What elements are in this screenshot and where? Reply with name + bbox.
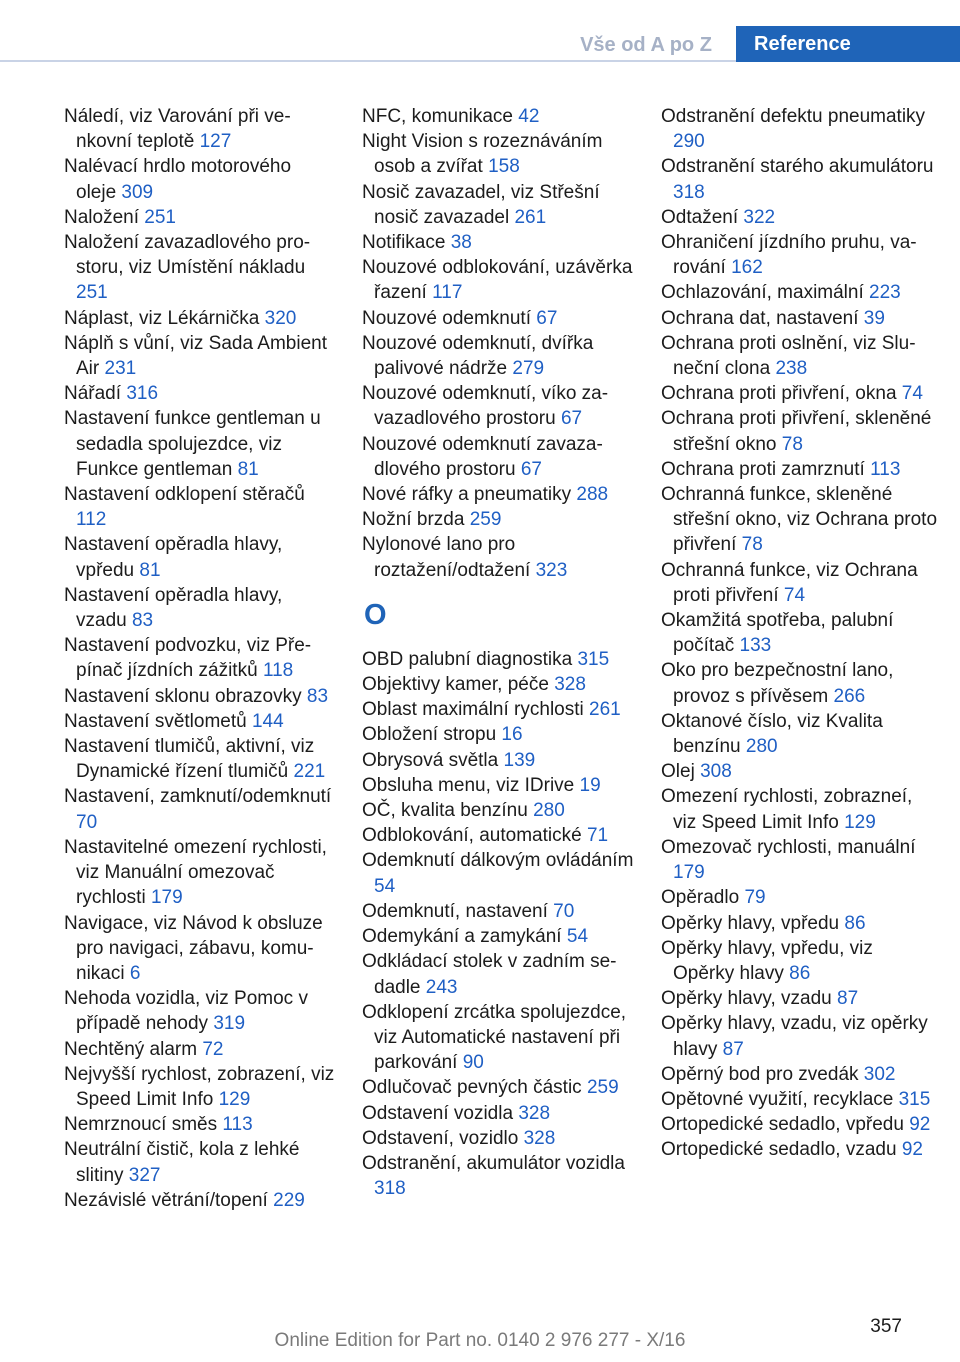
index-entry-text: Naložení zavazadlového prostoru, viz Umístění nákladu	[64, 232, 311, 279]
page-reference-link[interactable]: 231	[104, 358, 137, 380]
index-entry-text: Nastavení funkce gentleman u sedadla spolujezdce, viz Funkce gentleman	[64, 408, 321, 480]
index-entry-text: Omezení rychlosti, zobrazneí, viz Speed Limit Info	[661, 786, 913, 833]
index-entry-text: Nastavení, zamknutí/odemknutí	[64, 786, 332, 808]
page-reference-link[interactable]: 127	[199, 131, 232, 153]
page-reference-link[interactable]: 316	[126, 383, 159, 405]
index-entry	[362, 532, 636, 582]
page-reference-link[interactable]: 243	[425, 976, 458, 998]
index-entry-text: Opěradlo	[661, 887, 745, 909]
page-reference-link[interactable]: 280	[533, 800, 565, 822]
index-entry-text: Nožní brzda	[362, 509, 470, 531]
index-entry	[661, 205, 939, 230]
index-entry-text: Olej	[661, 761, 701, 783]
page-reference-link[interactable]: 133	[739, 635, 772, 657]
page-reference-link[interactable]: 90	[462, 1052, 484, 1074]
index-entry	[362, 331, 636, 381]
index-entry	[661, 306, 939, 331]
index-entry-text: OBD palubní diagnostika	[362, 648, 578, 670]
index-entry	[362, 1000, 636, 1076]
footer-edition: Online Edition for Part no. 0140 2 976 277 - X/16	[274, 1330, 686, 1351]
page-reference-link[interactable]: 87	[722, 1038, 744, 1060]
page-reference-link[interactable]: 162	[731, 257, 763, 279]
index-entry	[661, 154, 939, 204]
index-entry-text: Nouzové odblokování, uzávěrka řazení	[362, 257, 633, 304]
page-reference-link[interactable]: 16	[501, 724, 523, 746]
index-entry	[64, 709, 336, 734]
index-entry-text: Nouzové odemknutí, víko zavazadlového prostoru	[362, 383, 609, 430]
index-entry-text: Omezovač rychlosti, manuální	[661, 836, 916, 858]
index-entry-text: OČ, kvalita benzínu	[362, 800, 534, 822]
page-reference-link[interactable]: 67	[520, 458, 542, 480]
index-entry	[661, 1137, 939, 1162]
page-reference-link[interactable]: 86	[789, 962, 811, 984]
page-reference-link[interactable]: 251	[144, 206, 176, 228]
page-reference-link[interactable]: 78	[741, 534, 763, 556]
index-entry-text: Náledí, viz Varování při venkovní teplotě	[64, 106, 291, 153]
index-entry	[64, 104, 336, 154]
index-entry	[64, 331, 336, 381]
page-reference-link[interactable]: 81	[237, 458, 259, 480]
index-entry-text: Nové ráfky a pneumatiky	[362, 484, 577, 506]
index-entry-text: Nalévací hrdlo motorového oleje	[64, 156, 292, 203]
index-entry	[362, 823, 636, 848]
index-entry-text: Oblast maximální rychlosti	[362, 699, 590, 721]
index-entry-text: Nastavení odklopení stěračů	[64, 484, 305, 506]
page-reference-link[interactable]: 129	[844, 811, 876, 833]
index-entry	[64, 1062, 336, 1112]
index-entry-text: Nejvyšší rychlost, zobrazení, viz Speed Limit Info	[64, 1063, 335, 1110]
index-entry	[362, 482, 636, 507]
index-entry	[64, 306, 336, 331]
index-entry	[64, 1188, 336, 1213]
index-entry-text: Odkládací stolek v zadním sedadle	[362, 951, 617, 998]
index-entry	[362, 647, 636, 672]
index-entry	[661, 558, 939, 608]
index-entry-text: Opěrný bod pro zvedák	[661, 1063, 864, 1085]
index-entry-text: Obložení stropu	[362, 724, 502, 746]
index-entry	[64, 1112, 336, 1137]
index-entry-text: Notifikace	[362, 232, 451, 254]
page-reference-link[interactable]: 259	[586, 1077, 619, 1099]
index-entry	[661, 280, 939, 305]
index-entry	[64, 583, 336, 633]
index-entry-text: NFC, komunikace	[362, 106, 519, 127]
page-reference-link[interactable]: 328	[518, 1102, 551, 1124]
index-entry-text: Opětovné využití, recyklace	[661, 1088, 899, 1110]
page-reference-link[interactable]: 320	[264, 307, 297, 329]
index-entry	[661, 608, 939, 658]
index-entry-text: Odstavení vozidla	[362, 1102, 519, 1124]
index-entry	[661, 230, 939, 280]
page-reference-link[interactable]: 92	[901, 1139, 923, 1161]
index-entry-text: Ohraničení jízdního pruhu, varování	[661, 232, 917, 279]
page-reference-link[interactable]: 79	[744, 887, 766, 909]
index-entry-text: Nouzové odemknutí zavazadlového prostoru	[362, 433, 603, 480]
index-entry-text: Odlučovač pevných částic	[362, 1077, 587, 1099]
index-entry	[362, 848, 636, 898]
page-reference-link[interactable]: 87	[837, 988, 859, 1010]
page-reference-link[interactable]: 71	[586, 825, 609, 847]
page-reference-link[interactable]: 72	[202, 1038, 224, 1060]
page-reference-link[interactable]: 328	[523, 1127, 556, 1149]
index-entry-text: Ochrana proti přivření, okna	[661, 383, 902, 405]
page-reference-link[interactable]: 223	[869, 282, 901, 304]
index-entry-text: Nechtěný alarm	[64, 1038, 203, 1060]
index-entry	[64, 633, 336, 683]
index-entry-text: Opěrky hlavy, vzadu, viz opěrky hlavy	[661, 1013, 928, 1060]
page-reference-link[interactable]: 144	[251, 710, 284, 732]
index-entry-text: Nastavení podvozku, viz Přepínač jízdních zážitků	[64, 635, 312, 682]
index-entry-text: Nastavení opěradla hlavy, vzadu	[64, 584, 283, 632]
index-entry	[661, 759, 939, 784]
index-entry	[362, 381, 636, 431]
index-entry	[64, 684, 336, 709]
index-entry	[362, 507, 636, 532]
index-entry	[362, 1075, 636, 1100]
index-entry	[64, 154, 336, 204]
page-reference-link[interactable]: 74	[783, 584, 806, 606]
index-entry	[64, 406, 336, 482]
index-entry-text: Objektivy kamer, péče	[362, 674, 555, 696]
page-reference-link[interactable]: 319	[213, 1013, 246, 1035]
index-entry	[661, 104, 939, 154]
index-entry-text: Obrysová světla	[362, 749, 504, 771]
index-entry	[362, 104, 636, 129]
index-entry-text: Odblokování, automatické	[362, 825, 587, 847]
index-entry	[362, 748, 636, 773]
index-entry	[362, 1151, 636, 1201]
page-reference-link[interactable]: 179	[673, 862, 705, 884]
page-reference-link[interactable]: 229	[273, 1189, 305, 1211]
index-entry	[661, 331, 939, 381]
index-entry-text: Obsluha menu, viz IDrive	[362, 774, 580, 796]
index-column-2	[362, 104, 636, 1201]
page-reference-link[interactable]: 238	[775, 358, 808, 380]
page-reference-link[interactable]: 112	[76, 509, 107, 531]
page-reference-link[interactable]: 117	[432, 282, 463, 304]
page-reference-link[interactable]: 322	[743, 206, 776, 228]
index-entry	[362, 1126, 636, 1151]
page-reference-link[interactable]: 83	[306, 685, 329, 707]
index-entry	[661, 835, 939, 885]
index-entry	[64, 986, 336, 1036]
index-entry	[362, 672, 636, 697]
page-reference-link[interactable]: 92	[909, 1114, 931, 1136]
index-letter-heading: O	[364, 598, 387, 631]
index-entry	[362, 798, 636, 823]
index-entry-text: Odemknutí, nastavení	[362, 900, 554, 922]
page-reference-link[interactable]: 139	[503, 749, 536, 771]
index-entry	[64, 381, 336, 406]
page-reference-link[interactable]: 280	[745, 736, 778, 758]
index-entry	[64, 1137, 336, 1187]
page-reference-link[interactable]: 261	[589, 699, 621, 721]
page-reference-link[interactable]: 70	[553, 900, 575, 922]
index-entry	[661, 1011, 939, 1061]
page-reference-link[interactable]: 261	[514, 206, 547, 228]
page-reference-link[interactable]: 118	[262, 660, 294, 682]
page-reference-link[interactable]: 54	[566, 926, 589, 948]
index-entry-text: Nouzové odemknutí, dvířka palivové nádrže	[362, 332, 594, 380]
page-reference-link[interactable]: 67	[536, 307, 558, 329]
index-entry	[362, 722, 636, 747]
index-entry	[362, 949, 636, 999]
index-entry-text: Ochrana proti přivření, skleněné střešní okno	[661, 408, 932, 455]
index-entry-text: Nářadí	[64, 383, 127, 405]
index-entry	[661, 885, 939, 910]
index-entry	[661, 406, 939, 456]
index-entry	[362, 697, 636, 722]
index-entry	[362, 899, 636, 924]
index-entry-text: Odstranění defektu pneumatiky	[661, 106, 926, 127]
page-reference-link[interactable]: 86	[844, 912, 866, 934]
index-entry	[64, 205, 336, 230]
page-reference-link[interactable]: 70	[76, 811, 98, 833]
index-entry-text: Opěrky hlavy, vpředu	[661, 912, 845, 934]
index-entry-text: Nosič zavazadel, viz Střešní nosič zavazadel	[362, 181, 600, 228]
index-entry-text: Odstranění, akumulátor vozidla	[362, 1152, 625, 1174]
page-reference-link[interactable]: 81	[139, 559, 161, 581]
index-entry-text: Ochrana dat, nastavení	[661, 307, 864, 329]
index-entry-text: Opěrky hlavy, vzadu	[661, 988, 838, 1010]
page-reference-link[interactable]: 302	[863, 1063, 896, 1085]
index-entry	[362, 180, 636, 230]
index-entry	[64, 784, 336, 834]
page-reference-link[interactable]: 318	[374, 1178, 406, 1200]
index-entry-text: Nehoda vozidla, viz Pomoc v případě nehody	[64, 988, 308, 1035]
page-reference-link[interactable]: 74	[901, 383, 923, 405]
index-entry	[661, 709, 939, 759]
page-reference-link[interactable]: 19	[579, 774, 601, 796]
index-entry	[64, 734, 336, 784]
page-reference-link[interactable]: 323	[535, 559, 568, 581]
page-reference-link[interactable]: 113	[870, 458, 901, 480]
page-reference-link[interactable]: 67	[560, 408, 583, 430]
index-entry-text: Nastavení sklonu obrazovky	[64, 685, 307, 707]
index-entry	[661, 381, 939, 406]
index-entry-text: Ochranná funkce, viz Ochrana proti přivření	[661, 559, 918, 606]
index-entry	[362, 306, 636, 331]
index-entry	[661, 1112, 939, 1137]
index-entry	[362, 432, 636, 482]
page-reference-link[interactable]: 259	[469, 509, 502, 531]
index-entry-text: Nouzové odemknutí	[362, 307, 537, 329]
page-reference-link[interactable]: 279	[512, 358, 545, 380]
index-entry	[661, 482, 939, 558]
page-reference-link[interactable]: 42	[518, 106, 540, 127]
index-entry	[64, 911, 336, 987]
index-entry-text: Náplň s vůní, viz Sada Ambient Air	[64, 332, 327, 380]
index-entry-text: Ochrana proti zamrznutí	[661, 458, 871, 480]
index-entry	[661, 986, 939, 1011]
index-entry-text: Náplast, viz Lékárnička	[64, 307, 265, 329]
page-reference-link[interactable]: 39	[863, 307, 885, 329]
index-entry	[64, 532, 336, 582]
page-reference-link[interactable]: 308	[700, 761, 732, 783]
index-entry	[362, 230, 636, 255]
index-entry-text: Nastavitelné omezení rychlosti, viz Manuální omezovač rychlosti	[64, 836, 327, 909]
page-reference-link[interactable]: 266	[833, 685, 866, 707]
index-entry-text: Ochlazování, maximální	[661, 282, 870, 304]
index-entry	[661, 1087, 939, 1112]
index-entry-text: Odstranění starého akumulátoru	[661, 156, 934, 178]
page-reference-link[interactable]: 54	[374, 875, 396, 897]
index-entry-text: Nylonové lano pro roztažení/odtažení	[362, 534, 536, 581]
page-reference-link[interactable]: 309	[121, 181, 154, 203]
page-number: 357	[870, 1316, 902, 1337]
index-entry-text: Navigace, viz Návod k obsluze pro navigaci, zábavu, komunikaci	[64, 912, 323, 984]
index-entry	[64, 230, 336, 306]
index-entry-text: Naložení	[64, 206, 145, 228]
index-entry	[661, 784, 939, 834]
page-reference-link[interactable]: 327	[128, 1164, 161, 1186]
index-entry-text: Nezávislé větrání/topení	[64, 1189, 274, 1211]
index-entry-text: Odstavení, vozidlo	[362, 1127, 524, 1149]
index-entry-text: Ortopedické sedadlo, vpředu	[661, 1114, 910, 1136]
page-reference-link[interactable]: 328	[554, 674, 586, 696]
page-reference-link[interactable]: 179	[150, 887, 183, 909]
index-entry	[362, 773, 636, 798]
page-reference-link[interactable]: 315	[898, 1088, 931, 1110]
page-reference-link[interactable]: 221	[293, 761, 326, 783]
index-entry-text: Night Vision s rozeznáváním osob a zvířat	[362, 131, 603, 178]
index-entry-text: Opěrky hlavy, vpředu, viz Opěrky hlavy	[661, 937, 873, 984]
page-reference-link[interactable]: 129	[218, 1088, 251, 1110]
index-entry-text: Odtažení	[661, 206, 744, 228]
index-entry-text: Nemrznoucí směs	[64, 1114, 223, 1136]
page-reference-link[interactable]: 158	[488, 156, 520, 178]
index-entry	[64, 835, 336, 911]
index-entry-text: Oko pro bezpečnostní lano, provoz s přívěsem	[661, 660, 894, 707]
page-reference-link[interactable]: 38	[450, 232, 472, 254]
index-entry	[661, 1062, 939, 1087]
index-entry-text: Nastavení světlometů	[64, 710, 252, 732]
index-entry	[661, 457, 939, 482]
index-entry	[64, 1037, 336, 1062]
page-reference-link[interactable]: 288	[576, 484, 609, 506]
index-entry-text: Ochrana proti oslnění, viz Sluneční clona	[661, 332, 916, 380]
index-entry	[362, 129, 636, 179]
page-reference-link[interactable]: 83	[131, 610, 154, 632]
index-entry-text: Nastavení opěradla hlavy, vpředu	[64, 534, 283, 581]
index-entry-text: Oktanové číslo, viz Kvalita benzínu	[661, 710, 883, 758]
index-entry	[362, 924, 636, 949]
index-column-1	[64, 104, 336, 1213]
index-entry-text: Okamžitá spotřeba, palubní počítač	[661, 610, 894, 657]
page-reference-link[interactable]: 6	[129, 962, 141, 984]
index-entry-text: Odklopení zrcátka spolujezdce, viz Automatické nastavení při parkování	[362, 1001, 627, 1074]
index-entry	[362, 1101, 636, 1126]
index-entry-text: Nastavení tlumičů, aktivní, viz Dynamické řízení tlumičů	[64, 736, 315, 783]
index-entry	[661, 911, 939, 936]
index-entry	[362, 255, 636, 305]
page-reference-link[interactable]: 318	[673, 181, 705, 203]
reference-tab: Reference	[736, 26, 960, 62]
page-reference-link[interactable]: 315	[577, 648, 610, 670]
index-entry-text: Odemykání a zamykání	[362, 926, 567, 948]
section-title: Vše od A po Z	[580, 34, 712, 56]
index-entry-text: Odemknutí dálkovým ovládáním	[362, 850, 634, 872]
index-entry-text: Ochranná funkce, skleněné střešní okno, viz Ochrana proto přivření	[661, 484, 938, 556]
page-reference-link[interactable]: 78	[781, 433, 803, 455]
index-column-3	[661, 104, 939, 1163]
index-entry	[661, 936, 939, 986]
page-reference-link[interactable]: 113	[222, 1114, 253, 1136]
index-entry-text: Neutrální čistič, kola z lehké slitiny	[64, 1139, 300, 1186]
index-entry	[64, 482, 336, 532]
index-entry-text: Ortopedické sedadlo, vzadu	[661, 1139, 902, 1161]
page-reference-link[interactable]: 251	[76, 282, 108, 304]
index-entry	[661, 658, 939, 708]
page-reference-link[interactable]: 290	[673, 131, 705, 153]
